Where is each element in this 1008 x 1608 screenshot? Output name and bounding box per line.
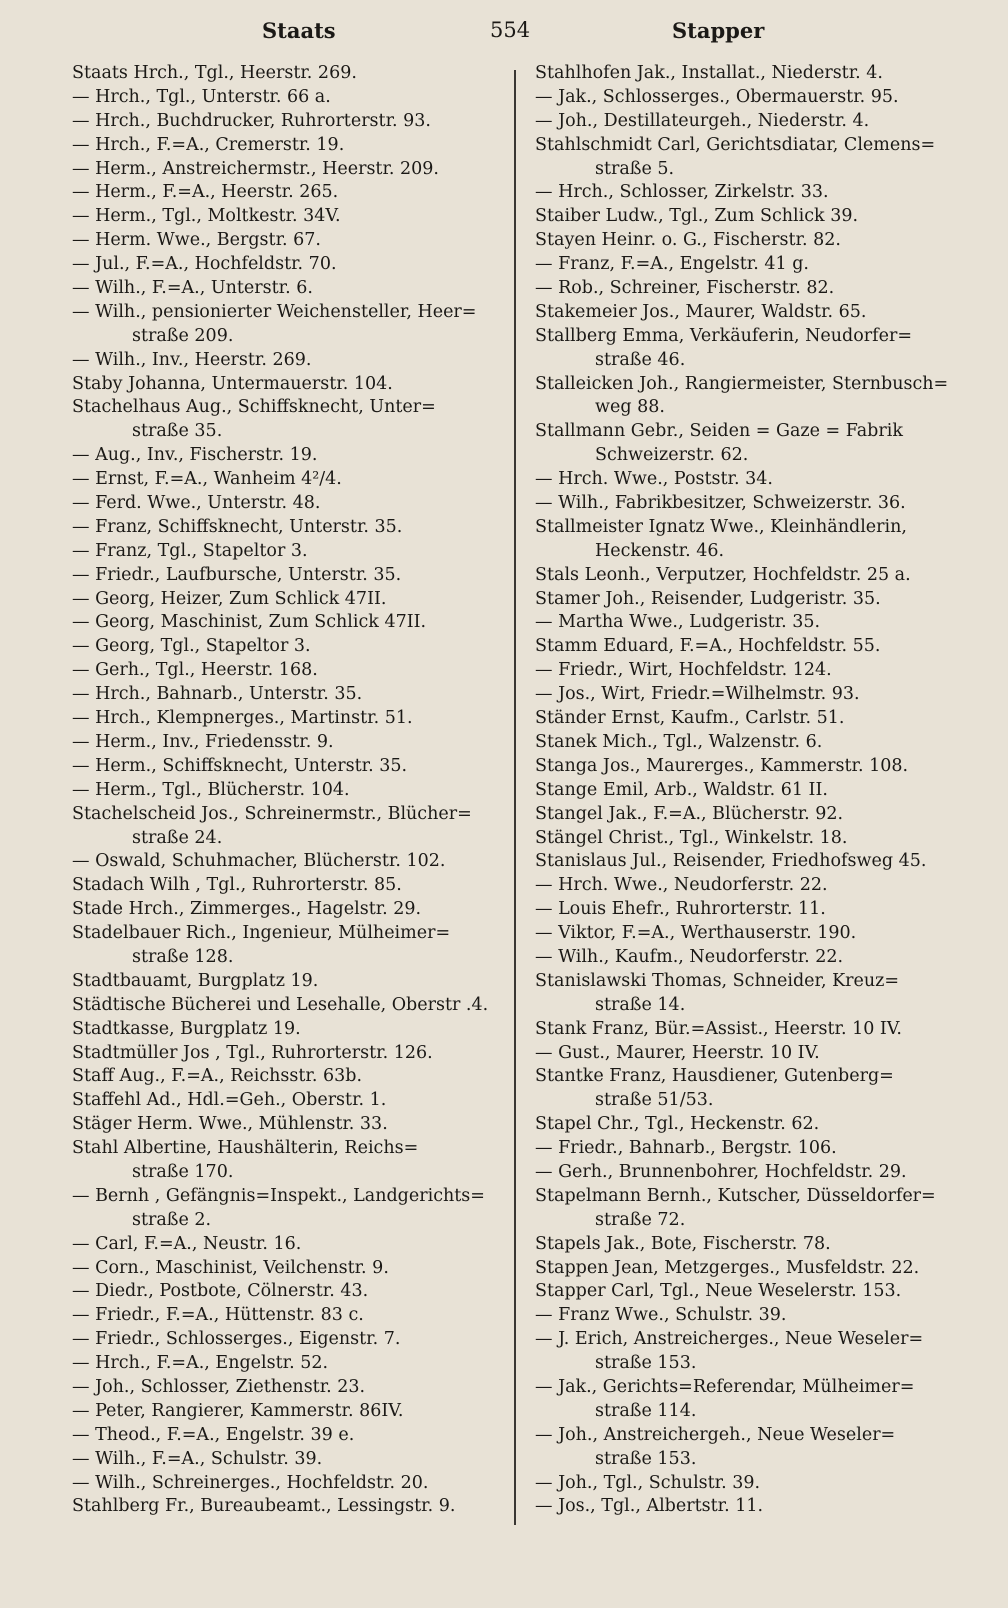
directory-entry: Stanislaus Jul., Reisender, Friedhofsweg 45. (535, 851, 927, 872)
directory-entry: — Friedr., Laufbursche, Unterstr. 35. (72, 564, 402, 585)
directory-entry: — Jul., F.=A., Hochfeldstr. 70. (72, 254, 337, 275)
directory-entry: Stachelhaus Aug., Schiffsknecht, Unter= (72, 397, 436, 418)
directory-entry: Stalleicken Joh., Rangiermeister, Sternbusch= (535, 373, 949, 394)
directory-entry: — Wilh., F.=A., Schulstr. 39. (72, 1448, 323, 1469)
entry-continuation: Schweizerstr. 62. (595, 445, 749, 466)
directory-entry: Stangel Jak., F.=A., Blücherstr. 92. (535, 803, 844, 824)
directory-entry: Stallmann Gebr., Seiden = Gaze = Fabrik (535, 421, 903, 442)
directory-entry: Staffehl Ad., Hdl.=Geh., Oberstr. 1. (72, 1090, 387, 1111)
directory-entry: Staff Aug., F.=A., Reichsstr. 63b. (72, 1066, 363, 1087)
directory-entry: Stange Emil, Arb., Waldstr. 61 II. (535, 779, 828, 800)
directory-entry: — Hrch. Wwe., Poststr. 34. (535, 469, 773, 490)
directory-entry: Stanga Jos., Maurerges., Kammerstr. 108. (535, 755, 909, 776)
directory-entry: — Wilh., Kaufm., Neudorferstr. 22. (535, 946, 844, 967)
directory-entry: — Carl, F.=A., Neustr. 16. (72, 1233, 302, 1254)
directory-entry: — Friedr., Wirt, Hochfeldstr. 124. (535, 660, 832, 681)
directory-entry: Stahlberg Fr., Bureaubeamt., Lessingstr. 9. (72, 1496, 456, 1517)
entry-continuation: Heckenstr. 46. (595, 540, 725, 561)
directory-entry: Stahl Albertine, Haushälterin, Reichs= (72, 1138, 419, 1159)
directory-entry: — Bernh , Gefängnis=Inspekt., Landgerichts= (72, 1185, 485, 1206)
directory-entry: — Viktor, F.=A., Werthauserstr. 190. (535, 923, 857, 944)
directory-entry: Stadelbauer Rich., Ingenieur, Mülheimer= (72, 923, 451, 944)
directory-entry: — Herm., Anstreichermstr., Heerstr. 209. (72, 158, 439, 179)
directory-entry: — Wilh., Inv., Heerstr. 269. (72, 349, 312, 370)
entry-continuation: straße 5. (595, 158, 675, 179)
directory-entry: — Ferd. Wwe., Unterstr. 48. (72, 493, 321, 514)
directory-entry: Stadach Wilh , Tgl., Ruhrorterstr. 85. (72, 875, 402, 896)
directory-entry: Stapelmann Bernh., Kutscher, Düsseldorfer= (535, 1185, 936, 1206)
directory-entry: — Herm., Inv., Friedensstr. 9. (72, 731, 334, 752)
directory-entry: Stanek Mich., Tgl., Walzenstr. 6. (535, 731, 823, 752)
directory-entry: Stadtbauamt, Burgplatz 19. (72, 970, 319, 991)
directory-entry: Stayen Heinr. o. G., Fischerstr. 82. (535, 230, 841, 251)
directory-entry: — Wilh., Schreinerges., Hochfeldstr. 20. (72, 1472, 429, 1493)
directory-entry: — Hrch., Bahnarb., Unterstr. 35. (72, 684, 363, 705)
directory-entry: Stals Leonh., Verputzer, Hochfeldstr. 25 a. (535, 564, 911, 585)
entry-continuation: straße 72. (595, 1209, 686, 1230)
directory-entry: Stapel Chr., Tgl., Heckenstr. 62. (535, 1114, 820, 1135)
directory-entry: — Jos., Tgl., Albertstr. 11. (535, 1496, 764, 1517)
directory-entry: — Herm. Wwe., Bergstr. 67. (72, 230, 321, 251)
directory-entry: Staats Hrch., Tgl., Heerstr. 269. (72, 63, 357, 83)
running-header (0, 18, 1008, 48)
directory-entry: — Joh., Anstreichergeh., Neue Weseler= (535, 1424, 896, 1445)
header-left-keyword: Staats (262, 18, 336, 43)
directory-entry: — Aug., Inv., Fischerstr. 19. (72, 445, 318, 466)
header-right-keyword: Stapper (672, 18, 765, 43)
directory-entry: — Friedr., F.=A., Hüttenstr. 83 c. (72, 1305, 364, 1326)
directory-entry: — Wilh., F.=A., Unterstr. 6. (72, 278, 313, 299)
entry-continuation: straße 24. (132, 827, 223, 848)
entry-continuation: straße 35. (132, 421, 223, 442)
directory-entry: — Martha Wwe., Ludgeristr. 35. (535, 612, 821, 633)
directory-entry: — Rob., Schreiner, Fischerstr. 82. (535, 278, 835, 299)
directory-entry: — Jak., Schlosserges., Obermauerstr. 95. (535, 86, 899, 107)
directory-entry: — Friedr., Bahnarb., Bergstr. 106. (535, 1138, 837, 1159)
directory-entry: — Franz, F.=A., Engelstr. 41 g. (535, 254, 809, 275)
directory-entry: Stamer Joh., Reisender, Ludgeristr. 35. (535, 588, 881, 609)
directory-entry: — J. Erich, Anstreicherges., Neue Weseler= (535, 1329, 924, 1350)
directory-entry: — Joh., Destillateurgeh., Niederstr. 4. (535, 110, 870, 131)
directory-entry: — Jos., Wirt, Friedr.=Wilhelmstr. 93. (535, 684, 860, 705)
directory-entry: — Joh., Schlosser, Ziethenstr. 23. (72, 1376, 366, 1397)
directory-entry: Stank Franz, Bür.=Assist., Heerstr. 10 IV. (535, 1018, 902, 1039)
column-divider (514, 70, 516, 1525)
directory-entry: Stanislawski Thomas, Schneider, Kreuz= (535, 970, 900, 991)
directory-entry: — Hrch., Buchdrucker, Ruhrorterstr. 93. (72, 110, 431, 131)
directory-entry: — Franz Wwe., Schulstr. 39. (535, 1305, 787, 1326)
directory-entry: Stantke Franz, Hausdiener, Gutenberg= (535, 1066, 894, 1087)
directory-entry: — Wilh., Fabrikbesitzer, Schweizerstr. 36. (535, 493, 906, 514)
directory-entry: — Georg, Heizer, Zum Schlick 47II. (72, 588, 387, 609)
directory-entry: — Herm., F.=A., Heerstr. 265. (72, 182, 339, 203)
entry-continuation: weg 88. (595, 397, 665, 418)
directory-entry: — Peter, Rangierer, Kammerstr. 86IV. (72, 1400, 404, 1421)
directory-entry: — Hrch., Klempnerges., Martinstr. 51. (72, 708, 413, 729)
directory-entry: Stapper Carl, Tgl., Neue Weselerstr. 153. (535, 1281, 902, 1302)
directory-entry: Stadtkasse, Burgplatz 19. (72, 1018, 301, 1039)
directory-entry: — Ernst, F.=A., Wanheim 4²/4. (72, 469, 342, 490)
page-number: 554 (490, 18, 531, 42)
entry-continuation: straße 170. (132, 1161, 234, 1182)
directory-entry: Stappen Jean, Metzgerges., Musfeldstr. 22. (535, 1257, 920, 1278)
entry-continuation: straße 153. (595, 1353, 697, 1374)
directory-entry: — Hrch., Tgl., Unterstr. 66 a. (72, 86, 331, 107)
directory-entry: Stamm Eduard, F.=A., Hochfeldstr. 55. (535, 636, 881, 657)
directory-entry: — Herm., Tgl., Moltkestr. 34V. (72, 206, 341, 227)
entry-continuation: straße 114. (595, 1400, 697, 1421)
directory-entry: — Diedr., Postbote, Cölnerstr. 43. (72, 1281, 369, 1302)
directory-entry: — Gerh., Brunnenbohrer, Hochfeldstr. 29. (535, 1161, 907, 1182)
directory-entry: — Corn., Maschinist, Veilchenstr. 9. (72, 1257, 389, 1278)
directory-entry: — Louis Ehefr., Ruhrorterstr. 11. (535, 899, 826, 920)
directory-entry: Stahlschmidt Carl, Gerichtsdiatar, Clemens= (535, 134, 936, 155)
directory-entry: — Georg, Tgl., Stapeltor 3. (72, 636, 311, 657)
directory-entry: — Georg, Maschinist, Zum Schlick 47II. (72, 612, 427, 633)
entry-continuation: straße 209. (132, 325, 234, 346)
directory-entry: Ständer Ernst, Kaufm., Carlstr. 51. (535, 708, 845, 729)
directory-entry: — Gerh., Tgl., Heerstr. 168. (72, 660, 318, 681)
entry-continuation: straße 153. (595, 1448, 697, 1469)
directory-entry: Stadtmüller Jos , Tgl., Ruhrorterstr. 126. (72, 1042, 433, 1063)
directory-entry: Städtische Bücherei und Lesehalle, Oberstr .4. (72, 994, 489, 1015)
directory-entry: Staby Johanna, Untermauerstr. 104. (72, 373, 393, 394)
directory-entry: Stallmeister Ignatz Wwe., Kleinhändlerin, (535, 516, 907, 537)
directory-entry: Stade Hrch., Zimmerges., Hagelstr. 29. (72, 899, 422, 920)
right-column (535, 62, 965, 1519)
directory-entry: Stallberg Emma, Verkäuferin, Neudorfer= (535, 325, 913, 346)
directory-entry: Stakemeier Jos., Maurer, Waldstr. 65. (535, 301, 867, 322)
directory-entry: — Hrch., F.=A., Cremerstr. 19. (72, 134, 345, 155)
directory-entry: — Gust., Maurer, Heerstr. 10 IV. (535, 1042, 820, 1063)
directory-entry: Stapels Jak., Bote, Fischerstr. 78. (535, 1233, 831, 1254)
directory-entry: — Friedr., Schlosserges., Eigenstr. 7. (72, 1329, 401, 1350)
directory-entry: — Joh., Tgl., Schulstr. 39. (535, 1472, 761, 1493)
directory-entry: — Franz, Tgl., Stapeltor 3. (72, 540, 308, 561)
directory-entry: Stängel Christ., Tgl., Winkelstr. 18. (535, 827, 848, 848)
entry-continuation: straße 14. (595, 994, 686, 1015)
directory-entry: — Hrch., F.=A., Engelstr. 52. (72, 1353, 329, 1374)
directory-entry: — Hrch., Schlosser, Zirkelstr. 33. (535, 182, 829, 203)
directory-entry: — Jak., Gerichts=Referendar, Mülheimer= (535, 1376, 915, 1397)
entry-continuation: straße 2. (132, 1209, 212, 1230)
directory-entry: Staiber Ludw., Tgl., Zum Schlick 39. (535, 206, 859, 227)
directory-entry: — Hrch. Wwe., Neudorferstr. 22. (535, 875, 828, 896)
directory-entry: — Herm., Tgl., Blücherstr. 104. (72, 779, 350, 800)
entry-continuation: straße 51/53. (595, 1090, 714, 1111)
directory-entry: — Wilh., pensionierter Weichensteller, Heer= (72, 301, 477, 322)
directory-entry: Stahlhofen Jak., Installat., Niederstr. 4. (535, 63, 883, 83)
entry-continuation: straße 128. (132, 946, 234, 967)
directory-entry: — Theod., F.=A., Engelstr. 39 e. (72, 1424, 355, 1445)
directory-entry: — Oswald, Schuhmacher, Blücherstr. 102. (72, 851, 446, 872)
directory-entry: Stachelscheid Jos., Schreinermstr., Blücher= (72, 803, 472, 824)
directory-entry: — Franz, Schiffsknecht, Unterstr. 35. (72, 516, 403, 537)
left-column (72, 62, 502, 1519)
directory-entry: Stäger Herm. Wwe., Mühlenstr. 33. (72, 1114, 388, 1135)
directory-entry: — Herm., Schiffsknecht, Unterstr. 35. (72, 755, 408, 776)
entry-continuation: straße 46. (595, 349, 686, 370)
